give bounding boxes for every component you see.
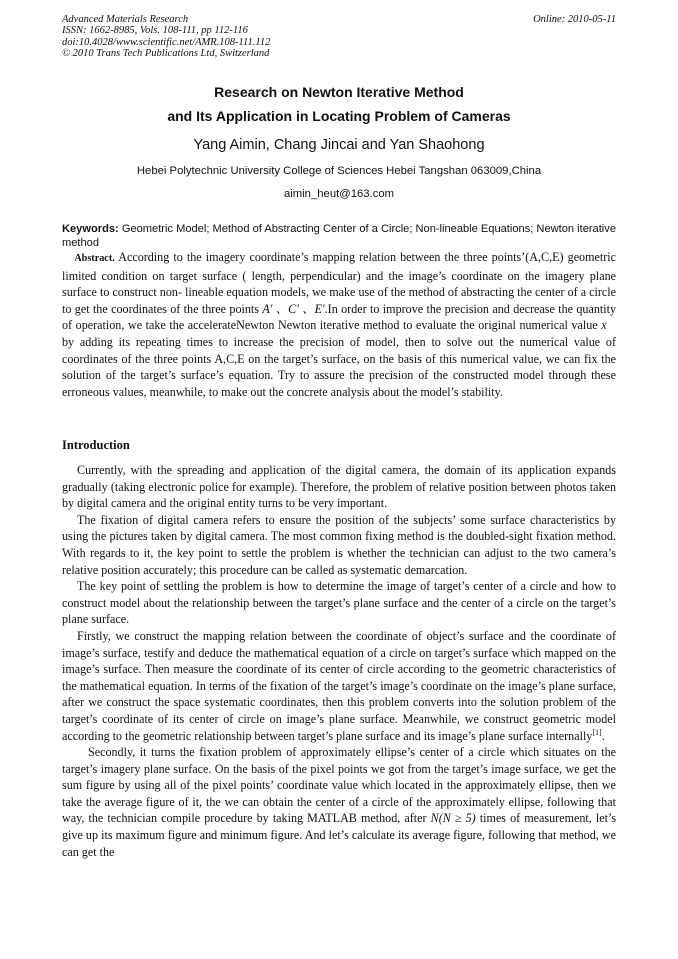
email: aimin_heut@163.com xyxy=(283,188,395,200)
issn-line: ISSN: 1662-8985, Vols. 108-111, pp 112-116 xyxy=(62,25,248,37)
keywords-text: Geometric Model; Method of Abstracting Center of a Circle; Non-lineable Equations; Newton iterative method xyxy=(62,223,616,249)
section-heading-introduction: Introduction xyxy=(62,438,130,452)
title-line-2: and Its Application in Locating Problem of Cameras xyxy=(167,108,511,124)
paragraph-5-text-a: Secondly, it turns the fixation problem of approximately ellipse’s center of a circle which situates on the target’s imagery plane surface. On the basis of the pixel points we got from the target’s image surface, we get the sum figure by using all of the pixel points’ coordinate value which located in the approximately ellipse, then we take the average figure of it, the we can obtain the center of a circle of the approximately ellipse, following that way, the technician compile procedure by taking MATLAB method, after xyxy=(62,745,616,826)
abstract-text-3: by adding its repeating times to increase the precision of model, then to solve out the numerical value of coordinates of the three points A,C,E on the target’s surface, on the basis of this numerical value, we can fix the solution of the target’s surface’s equation. Try to assure the precision of the constructed model through these erroneous values, meanwhile, to make out the concrete analysis about the model’s stability. xyxy=(62,334,616,399)
online-date: Online: 2010-05-11 xyxy=(533,14,616,25)
paragraph-5-math: N(N ≥ 5) xyxy=(430,811,476,826)
paragraph-5-text-b: times of measurement, let’s give up its maximum figure and minimum figure. And let’s calculate its average figure, following that method, we can get the xyxy=(62,811,617,859)
abstract xyxy=(62,249,616,400)
paragraph-5 xyxy=(62,744,616,860)
paragraph-4-end: . xyxy=(601,728,605,743)
authors: Yang Aimin, Chang Jincai and Yan Shaohong xyxy=(193,137,485,153)
abstract-text-2: .In order to improve the precision and decrease the quantity of operation, we take the accelerateNewton Newton iterative method to evaluate the original numerical value xyxy=(62,301,616,333)
title-line-1: Research on Newton Iterative Method xyxy=(214,84,464,100)
keywords xyxy=(62,222,616,250)
abstract-points: A' 、C' 、E' xyxy=(262,301,325,316)
abstract-vector: x⃗ xyxy=(601,318,617,333)
citation-ref: [1] xyxy=(592,727,602,737)
copyright-line: © 2010 Trans Tech Publications Ltd, Switzerland xyxy=(62,48,270,60)
keywords-label: Keywords: xyxy=(62,223,119,235)
paragraph-2: The fixation of digital camera refers to ensure the position of the subjects’ some surface characteristics by using the pictures taken by digital camera. The most common fixing method is the doubled-sight fixation method. With regards to it, the key point to settle the problem is whether the technician can adjust to the two camera’s relative position accurately; this procedure can be called as systematic demarcation. xyxy=(62,512,616,577)
abstract-text-1: According to the imagery coordinate’s mapping relation between the three points’(A,C,E) geometric limited condition on target surface ( length, perpendicular) and the image’s coordinate on the imagery plane surface to construct non- lineable equation models, we make use of the method of abstracting the center of a circle to get the coordinates of the three points xyxy=(62,250,616,316)
paper-title xyxy=(0,80,678,128)
paragraph-4 xyxy=(62,628,616,744)
paragraph-3: The key point of settling the problem is how to determine the image of target’s center of a circle and how to construct model about the relationship between the target’s plane surface and the center of a circle on the target’s plane surface. xyxy=(62,579,616,627)
paragraph-4-text: Firstly, we construct the mapping relation between the coordinate of object’s surface and the coordinate of image’s surface, testify and deduce the mathematical equation of a circle on target’s surface which mapped on the image’s surface. Then measure the coordinate of its center of circle according to the geometric characteristics of the mathematical equation. In terms of the fixation of the target’s image’s coordinate on the image’s plane surface, after we construct the space systematic coordinates, then this problem converts into the solution problem of the target’s coordinate of its center of circle on image’s plane surface. Meanwhile, we construct geometric model according to the geometric relationship between target’s plane surface and its image’s plane surface internally xyxy=(62,628,616,743)
abstract-label: Abstract. xyxy=(74,253,115,264)
affiliation: Hebei Polytechnic University College of Sciences Hebei Tangshan 063009,China xyxy=(136,165,542,177)
paragraph-1: Currently, with the spreading and application of the digital camera, the domain of its application expands gradually (taking electronic police for example). Therefore, the problem of relative position between photos taken by digital camera and the original entity turns to be very important. xyxy=(62,463,616,511)
running-header xyxy=(62,14,616,60)
journal-name: Advanced Materials Research xyxy=(62,14,189,25)
introduction-body xyxy=(62,462,616,860)
doi-line: doi:10.4028/www.scientific.net/AMR.108-111.112 xyxy=(62,36,271,48)
